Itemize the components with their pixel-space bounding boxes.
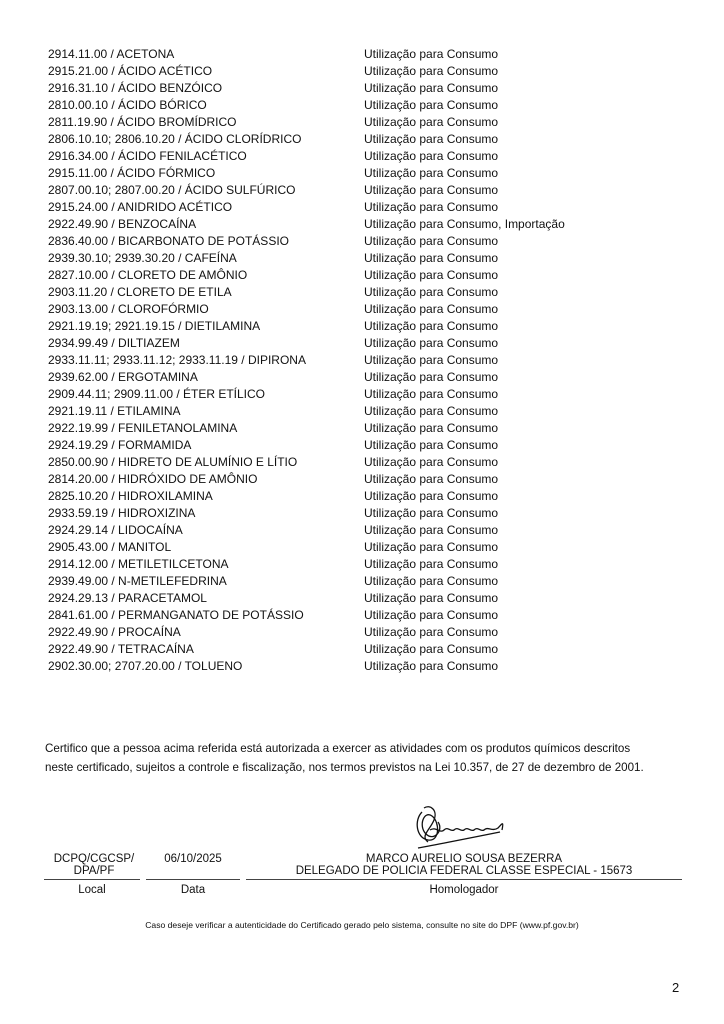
officer-title: DELEGADO DE POLICIA FEDERAL CLASSE ESPECIAL - 15673 bbox=[295, 865, 633, 877]
product-row bbox=[48, 148, 688, 165]
product-row bbox=[48, 165, 688, 182]
product-name: 2905.43.00 / MANITOL bbox=[48, 540, 172, 554]
product-activity: Utilização para Consumo bbox=[364, 132, 499, 146]
product-name: 2836.40.00 / BICARBONATO DE POTÁSSIO bbox=[48, 234, 289, 248]
local-value bbox=[48, 853, 140, 877]
product-row bbox=[48, 267, 688, 284]
product-name: 2814.20.00 / HIDRÓXIDO DE AMÔNIO bbox=[48, 472, 258, 486]
certification-text bbox=[45, 739, 705, 777]
product-name: 2939.30.10; 2939.30.20 / CAFEÍNA bbox=[48, 251, 237, 265]
product-name: 2807.00.10; 2807.00.20 / ÁCIDO SULFÚRICO bbox=[48, 183, 296, 197]
homologator-value bbox=[246, 853, 682, 877]
product-name: 2921.19.19; 2921.19.15 / DIETILAMINA bbox=[48, 319, 261, 333]
product-row bbox=[48, 488, 688, 505]
product-name: 2825.10.20 / HIDROXILAMINA bbox=[48, 489, 213, 503]
product-name: 2924.29.13 / PARACETAMOL bbox=[48, 591, 207, 605]
local-line-1: DCPQ/CGCSP/ bbox=[53, 853, 135, 865]
page-number: 2 bbox=[672, 980, 680, 995]
product-name: 2933.11.11; 2933.11.12; 2933.11.19 / DIPIRONA bbox=[48, 353, 306, 367]
date-value: 06/10/2025 bbox=[164, 853, 222, 865]
product-row bbox=[48, 301, 688, 318]
product-row bbox=[48, 369, 688, 386]
product-row bbox=[48, 114, 688, 131]
product-name: 2811.19.90 / ÁCIDO BROMÍDRICO bbox=[48, 115, 237, 129]
product-name: 2850.00.90 / HIDRETO DE ALUMÍNIO E LÍTIO bbox=[48, 455, 298, 469]
product-row bbox=[48, 590, 688, 607]
date-label: Data bbox=[180, 884, 206, 896]
product-activity: Utilização para Consumo bbox=[364, 489, 499, 503]
product-activity: Utilização para Consumo bbox=[364, 625, 499, 639]
product-activity: Utilização para Consumo bbox=[364, 81, 499, 95]
product-name: 2909.44.11; 2909.11.00 / ÉTER ETÍLICO bbox=[48, 387, 266, 401]
local-divider bbox=[44, 879, 140, 880]
product-row bbox=[48, 437, 688, 454]
local-label: Local bbox=[78, 884, 106, 896]
product-activity: Utilização para Consumo bbox=[364, 98, 499, 112]
product-row bbox=[48, 182, 688, 199]
product-name: 2939.62.00 / ERGOTAMINA bbox=[48, 370, 198, 384]
verification-note: Caso deseje verificar a autenticidade do Certificado gerado pelo sistema, consulte no site do DPF (www.pf.gov.br) bbox=[145, 920, 579, 930]
product-activity: Utilização para Consumo bbox=[364, 149, 499, 163]
product-activity: Utilização para Consumo bbox=[364, 285, 499, 299]
product-row bbox=[48, 216, 688, 233]
product-row bbox=[48, 471, 688, 488]
product-name: 2924.29.14 / LIDOCAÍNA bbox=[48, 523, 183, 537]
product-row bbox=[48, 352, 688, 369]
product-row bbox=[48, 318, 688, 335]
homologator-divider bbox=[246, 879, 682, 880]
product-name: 2922.49.90 / PROCAÍNA bbox=[48, 625, 181, 639]
product-row bbox=[48, 284, 688, 301]
product-row bbox=[48, 46, 688, 63]
product-activity: Utilização para Consumo bbox=[364, 47, 499, 61]
product-name: 2915.11.00 / ÁCIDO FÓRMICO bbox=[48, 166, 216, 180]
product-row bbox=[48, 658, 688, 675]
product-row bbox=[48, 624, 688, 641]
signature-image bbox=[410, 800, 520, 855]
product-row bbox=[48, 556, 688, 573]
product-activity: Utilização para Consumo bbox=[364, 574, 499, 588]
product-row bbox=[48, 607, 688, 624]
product-name: 2922.19.99 / FENILETANOLAMINA bbox=[48, 421, 238, 435]
product-row bbox=[48, 420, 688, 437]
product-activity: Utilização para Consumo bbox=[364, 472, 499, 486]
product-activity: Utilização para Consumo bbox=[364, 183, 499, 197]
product-name: 2903.11.20 / CLORETO DE ETILA bbox=[48, 285, 232, 299]
product-name: 2924.19.29 / FORMAMIDA bbox=[48, 438, 192, 452]
product-name: 2903.13.00 / CLOROFÓRMIO bbox=[48, 302, 209, 316]
product-name: 2915.21.00 / ÁCIDO ACÉTICO bbox=[48, 64, 213, 78]
product-activity: Utilização para Consumo, Importação bbox=[364, 217, 565, 231]
homologator-label: Homologador bbox=[429, 884, 499, 896]
certification-line-2: neste certificado, sujeitos a controle e fiscalização, nos termos previstos na Lei 10.357, de 27 de dezembro de 2001. bbox=[45, 761, 644, 774]
product-row bbox=[48, 250, 688, 267]
product-row bbox=[48, 63, 688, 80]
product-activity: Utilização para Consumo bbox=[364, 540, 499, 554]
product-row bbox=[48, 233, 688, 250]
officer-name: MARCO AURELIO SOUSA BEZERRA bbox=[365, 853, 563, 865]
product-row bbox=[48, 522, 688, 539]
product-activity: Utilização para Consumo bbox=[364, 642, 499, 656]
product-row bbox=[48, 573, 688, 590]
product-activity: Utilização para Consumo bbox=[364, 319, 499, 333]
product-list bbox=[48, 46, 688, 675]
local-line-2: DPA/PF bbox=[73, 865, 115, 877]
product-name: 2915.24.00 / ANIDRIDO ACÉTICO bbox=[48, 200, 233, 214]
product-name: 2914.12.00 / METILETILCETONA bbox=[48, 557, 229, 571]
product-name: 2933.59.19 / HIDROXIZINA bbox=[48, 506, 196, 520]
product-activity: Utilização para Consumo bbox=[364, 404, 499, 418]
date-divider bbox=[146, 879, 240, 880]
product-name: 2921.19.11 / ETILAMINA bbox=[48, 404, 181, 418]
product-name: 2916.31.10 / ÁCIDO BENZÓICO bbox=[48, 81, 223, 95]
product-name: 2934.99.49 / DILTIAZEM bbox=[48, 336, 180, 350]
product-activity: Utilização para Consumo bbox=[364, 421, 499, 435]
product-activity: Utilização para Consumo bbox=[364, 557, 499, 571]
product-activity: Utilização para Consumo bbox=[364, 166, 499, 180]
certification-line-1: Certifico que a pessoa acima referida está autorizada a exercer as atividades com os produtos químicos descritos bbox=[45, 742, 631, 755]
product-name: 2806.10.10; 2806.10.20 / ÁCIDO CLORÍDRICO bbox=[48, 132, 302, 146]
product-row bbox=[48, 386, 688, 403]
product-row bbox=[48, 539, 688, 556]
product-activity: Utilização para Consumo bbox=[364, 200, 499, 214]
product-activity: Utilização para Consumo bbox=[364, 591, 499, 605]
product-name: 2841.61.00 / PERMANGANATO DE POTÁSSIO bbox=[48, 608, 304, 622]
product-row bbox=[48, 454, 688, 471]
product-activity: Utilização para Consumo bbox=[364, 387, 499, 401]
product-activity: Utilização para Consumo bbox=[364, 234, 499, 248]
product-activity: Utilização para Consumo bbox=[364, 455, 499, 469]
product-name: 2902.30.00; 2707.20.00 / TOLUENO bbox=[48, 659, 243, 673]
product-name: 2922.49.90 / BENZOCAÍNA bbox=[48, 217, 197, 231]
product-activity: Utilização para Consumo bbox=[364, 302, 499, 316]
product-row bbox=[48, 80, 688, 97]
product-activity: Utilização para Consumo bbox=[364, 251, 499, 265]
product-activity: Utilização para Consumo bbox=[364, 438, 499, 452]
product-activity: Utilização para Consumo bbox=[364, 268, 499, 282]
product-activity: Utilização para Consumo bbox=[364, 523, 499, 537]
product-activity: Utilização para Consumo bbox=[364, 336, 499, 350]
product-row bbox=[48, 131, 688, 148]
product-name: 2827.10.00 / CLORETO DE AMÔNIO bbox=[48, 268, 248, 282]
product-row bbox=[48, 97, 688, 114]
product-row bbox=[48, 335, 688, 352]
product-activity: Utilização para Consumo bbox=[364, 506, 499, 520]
product-activity: Utilização para Consumo bbox=[364, 64, 499, 78]
product-activity: Utilização para Consumo bbox=[364, 115, 499, 129]
product-name: 2810.00.10 / ÁCIDO BÓRICO bbox=[48, 98, 207, 112]
product-activity: Utilização para Consumo bbox=[364, 608, 499, 622]
product-name: 2922.49.90 / TETRACAÍNA bbox=[48, 642, 194, 656]
product-row bbox=[48, 505, 688, 522]
product-name: 2939.49.00 / N-METILEFEDRINA bbox=[48, 574, 227, 588]
product-row bbox=[48, 403, 688, 420]
product-name: 2914.11.00 / ACETONA bbox=[48, 47, 175, 61]
product-row bbox=[48, 641, 688, 658]
product-activity: Utilização para Consumo bbox=[364, 353, 499, 367]
product-row bbox=[48, 199, 688, 216]
product-activity: Utilização para Consumo bbox=[364, 370, 499, 384]
product-activity: Utilização para Consumo bbox=[364, 659, 499, 673]
product-name: 2916.34.00 / ÁCIDO FENILACÉTICO bbox=[48, 149, 247, 163]
